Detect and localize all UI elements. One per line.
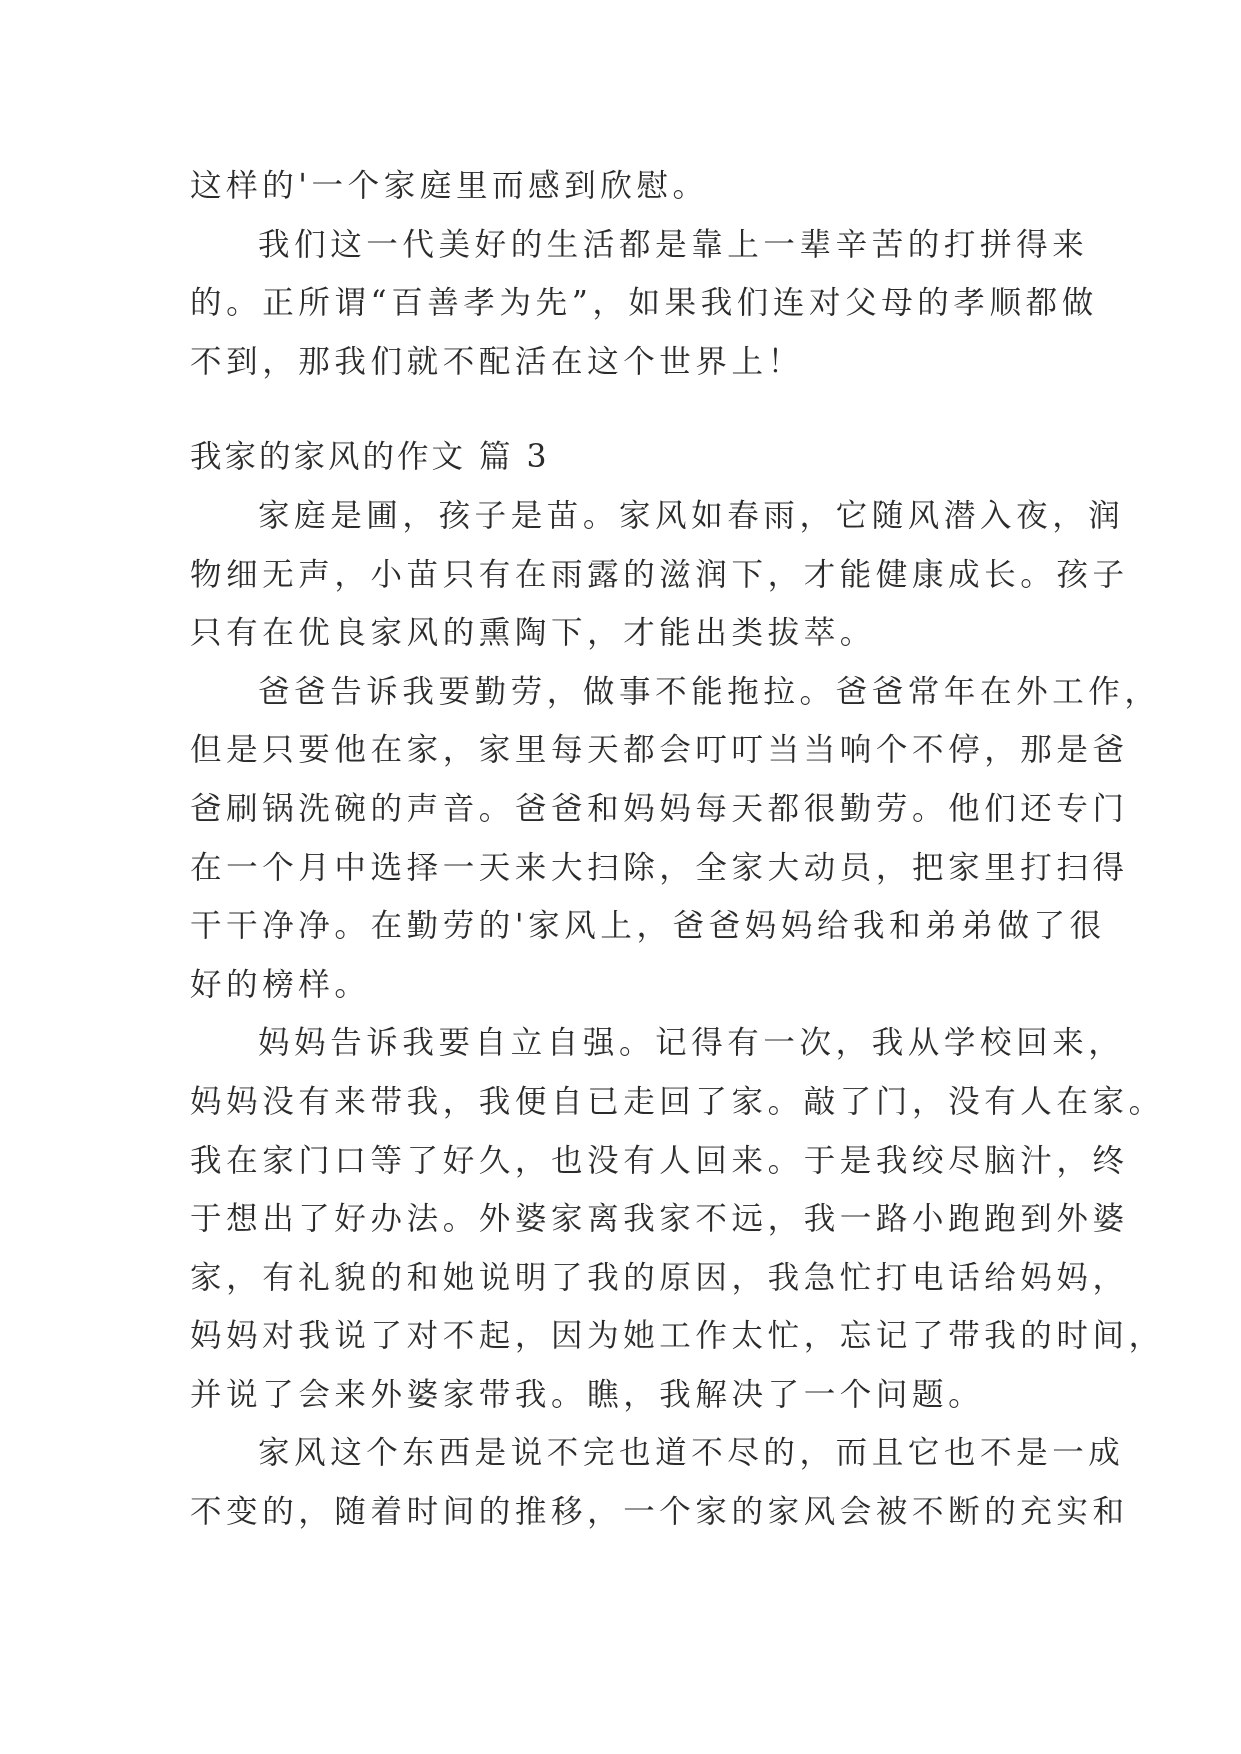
paragraph-2 [190,487,1129,663]
intro-line: 这样的'一个家庭里而感到欣慰。 [190,168,709,204]
paragraph-3 [190,663,1161,1015]
paragraph-line: 家庭是圃，孩子是苗。家风如春雨，它随风潜入夜，润 [258,497,1125,534]
paragraph-line: 的。正所谓“百善孝为先”，如果我们连对父母的孝顺都做 [190,285,1098,322]
paragraph-line: 妈妈没有来带我，我便自已走回了家。敲了门，没有人在家。 [190,1083,1165,1120]
paragraph-line: 但是只要他在家，家里每天都会叮叮当当响个不停，那是爸 [190,732,1129,769]
paragraph-line: 爸爸告诉我要勤劳，做事不能拖拉。爸爸常年在外工作， [258,673,1161,710]
paragraph-line: 我在家门口等了好久，也没有人回来。于是我绞尽脑汁，终 [190,1142,1129,1179]
paragraph-5 [190,1424,1129,1541]
paragraph-line: 并说了会来外婆家带我。瞧，我解决了一个问题。 [190,1376,985,1413]
paragraph-line: 只有在优良家风的熏陶下，才能出类拔萃。 [190,615,876,652]
paragraph-line: 在一个月中选择一天来大扫除，全家大动员，把家里打扫得 [190,849,1129,886]
paragraph-line: 不到，那我们就不配活在这个世界上！ [190,343,804,380]
paragraph-line: 物细无声，小苗只有在雨露的滋润下，才能健康成长。孩子 [190,556,1129,593]
paragraph-line: 于想出了好办法。外婆家离我家不远，我一路小跑跑到外婆 [190,1201,1129,1238]
section-title: 我家的家风的作文 篇 3 [190,439,550,476]
paragraph-line: 不变的，随着时间的推移，一个家的家风会被不断的充实和 [190,1494,1129,1531]
paragraph-line: 爸刷锅洗碗的声音。爸爸和妈妈每天都很勤劳。他们还专门 [190,790,1129,827]
paragraph-line: 好的榜样。 [190,966,371,1003]
paragraph-line: 妈妈告诉我要自立自强。记得有一次，我从学校回来， [258,1025,1125,1062]
paragraph-line: 妈妈对我说了对不起，因为她工作太忙，忘记了带我的时间， [190,1318,1165,1355]
paragraph-line: 家风这个东西是说不完也道不尽的，而且它也不是一成 [258,1435,1125,1472]
paragraph-line: 干干净净。在勤劳的'家风上，爸爸妈妈给我和弟弟做了很 [190,908,1106,945]
essay-text [190,157,1165,1542]
section-spacer [190,391,1060,428]
paragraph-1 [190,216,1098,392]
paragraph-4 [190,1014,1165,1424]
paragraph-line: 家，有礼貌的和她说明了我的原因，我急忙打电话给妈妈， [190,1259,1129,1296]
paragraph-line: 我们这一代美好的生活都是靠上一辈辛苦的打拼得来 [258,226,1089,263]
